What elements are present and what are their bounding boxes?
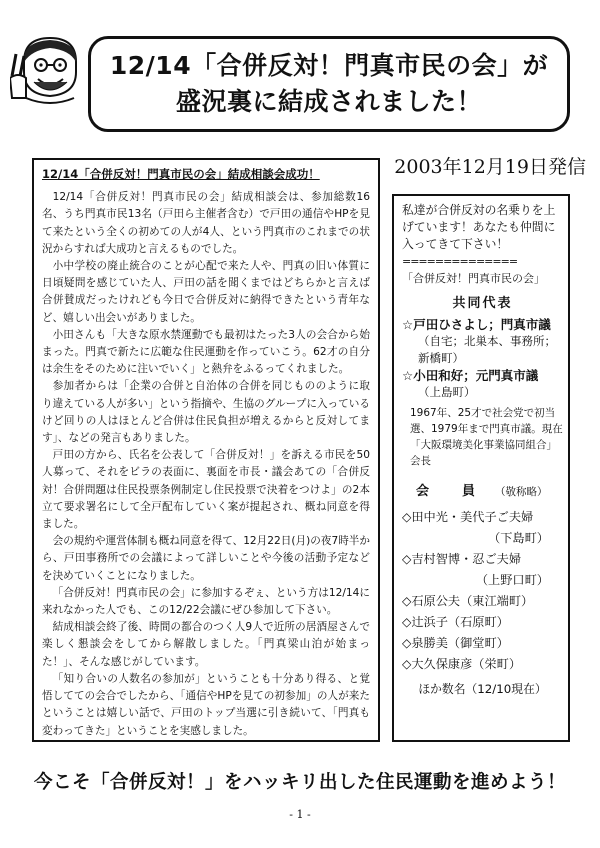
rep-2-note: 1967年、25才で社会党で初当選、1979年まで門真市議。現在「大阪環境美化事業協同組合」会長 (410, 407, 563, 467)
issue-date: 2003年12月19日発信 (394, 156, 586, 178)
reps-heading: 共同代表 (452, 296, 513, 311)
honorifics-note: （敬称略） (495, 486, 548, 498)
article-paragraph: 「合併反対！門真市民の会」に参加するぞぇ、という方は12/14に来れなかった人でも、この12/22会議にぜひ参加して下さい。 (42, 586, 370, 617)
article-paragraph: 「知り合いの人数名の参加が」ということも十分あり得る、と覚悟してての会合でしたから、「通信やHPを見ての初参加」の人が来たということは嬉しい話で、戸田のトップ当選に引き続いて、「門真も変わってきた」ということを実感しました。 (42, 672, 370, 737)
rep-2-name: ☆小田和好；元門真市議 (402, 368, 539, 383)
members-heading-row (402, 483, 563, 501)
cartoon-face-icon (10, 32, 84, 110)
article-paragraph: 結成相談会終了後、時間の都合のつく人9人で近所の居酒屋さんで楽しく懇談会をしてから解散しました。「門真梁山泊が始まった！」、そんな感じがしています。 (42, 621, 370, 668)
rep-1-detail: （自宅；北巣本、事務所；新橋町） (418, 334, 556, 365)
group-name: 「合併反対！門真市民の会」 (402, 272, 545, 285)
page-number: - 1 - (289, 808, 311, 821)
rep-2-detail: （上島町） (418, 385, 476, 399)
rep-1-name: ☆戸田ひさよし；門真市議 (402, 317, 551, 332)
member-place: （上野口町） (475, 573, 549, 587)
sidebar-intro: 私達が合併反対の名乗りを上げています！あなたも仲間に入ってきて下さい！ (402, 203, 556, 251)
cartoon-avatar (10, 32, 84, 110)
article-paragraph: 会の規約や運営体制も概ね同意を得て、12月22日(月)の夜7時半から、戸田事務所での会議によって詳しいことや今後の活動予定などを決めていくことになりました。 (42, 535, 370, 582)
article-heading: 12/14「合併反対！門真市民の会」結成相談会成功！ (42, 167, 320, 181)
title-line-1: 12/14「合併反対！門真市民の会」が (109, 51, 549, 80)
member-place: （下島町） (488, 531, 549, 545)
sidebar-box (392, 194, 570, 742)
member-item: ◇辻浜子（石原町） (402, 615, 509, 629)
article-box (32, 158, 380, 742)
article-paragraph: 12/14「合併反対！門真市民の会」結成相談会は、参加総数16名、うち門真市民13名（戸田ら主催者含む）で戸田の通信やHPを見て来たという全くの初めての人が4人、という門真市のこれまでの状況からすれば大成功と言えるものでした。 (42, 191, 370, 255)
title-line-2: 盛況裏に結成されました！ (175, 87, 482, 116)
member-item: ◇石原公夫（東江端町） (402, 594, 534, 608)
article-paragraph: 小中学校の廃止統合のことが心配で来た人や、門真の旧い体質に日頃疑問を感じていた人、戸田の話を聞くまではどちらかと言えば合併賛成だったけれども今日で合併反対に納得できたという青年など、嬉しい出会いがありました。 (42, 260, 370, 324)
member-item: ◇大久保康彦（栄町） (402, 657, 522, 671)
article-paragraph: 参加者からは「企業の合併と自治体の合併を同じもののように取り違えている人が多い」という指摘や、生協のグループに入っているけど回りの人はほとんど合併は住民負担が増えるからと反対してます」、などの発言もありました。 (42, 380, 370, 445)
article-paragraph: 戸田の方から、氏名を公表して「合併反対！」を訴える市民を50人募って、それをビラの表面に、裏面を市長・議会あての「合併反対！合併問題は住民投票条例制定し住民投票で決着をつけよ」の2本立て要求署名にして全戸配布していく案が提起され、概ね同意を得ました。 (42, 449, 370, 531)
footer-slogan: 今こそ「合併反対！」をハッキリ出した住民運動を進めよう！ (33, 772, 566, 793)
title-banner (88, 36, 570, 132)
member-item: ◇泉勝美（御堂町） (402, 636, 509, 650)
members-heading: 会 員 (416, 484, 486, 499)
member-item: ◇吉村智博・忍ご夫婦 (402, 552, 522, 566)
member-item: ◇田中光・美代子ご夫婦 (402, 510, 534, 524)
article-paragraph: 小田さんも「大きな原水禁運動でも最初はたった3人の会合から始まった。門真で新たに広範な住民運動を作っていこう。62才の自分は余生をそのために注いでいく」と熱弁をふるってくれました。 (42, 328, 370, 376)
others-note: ほか数名（12/10現在） (418, 682, 547, 696)
sidebar-divider: ============== (402, 255, 518, 268)
